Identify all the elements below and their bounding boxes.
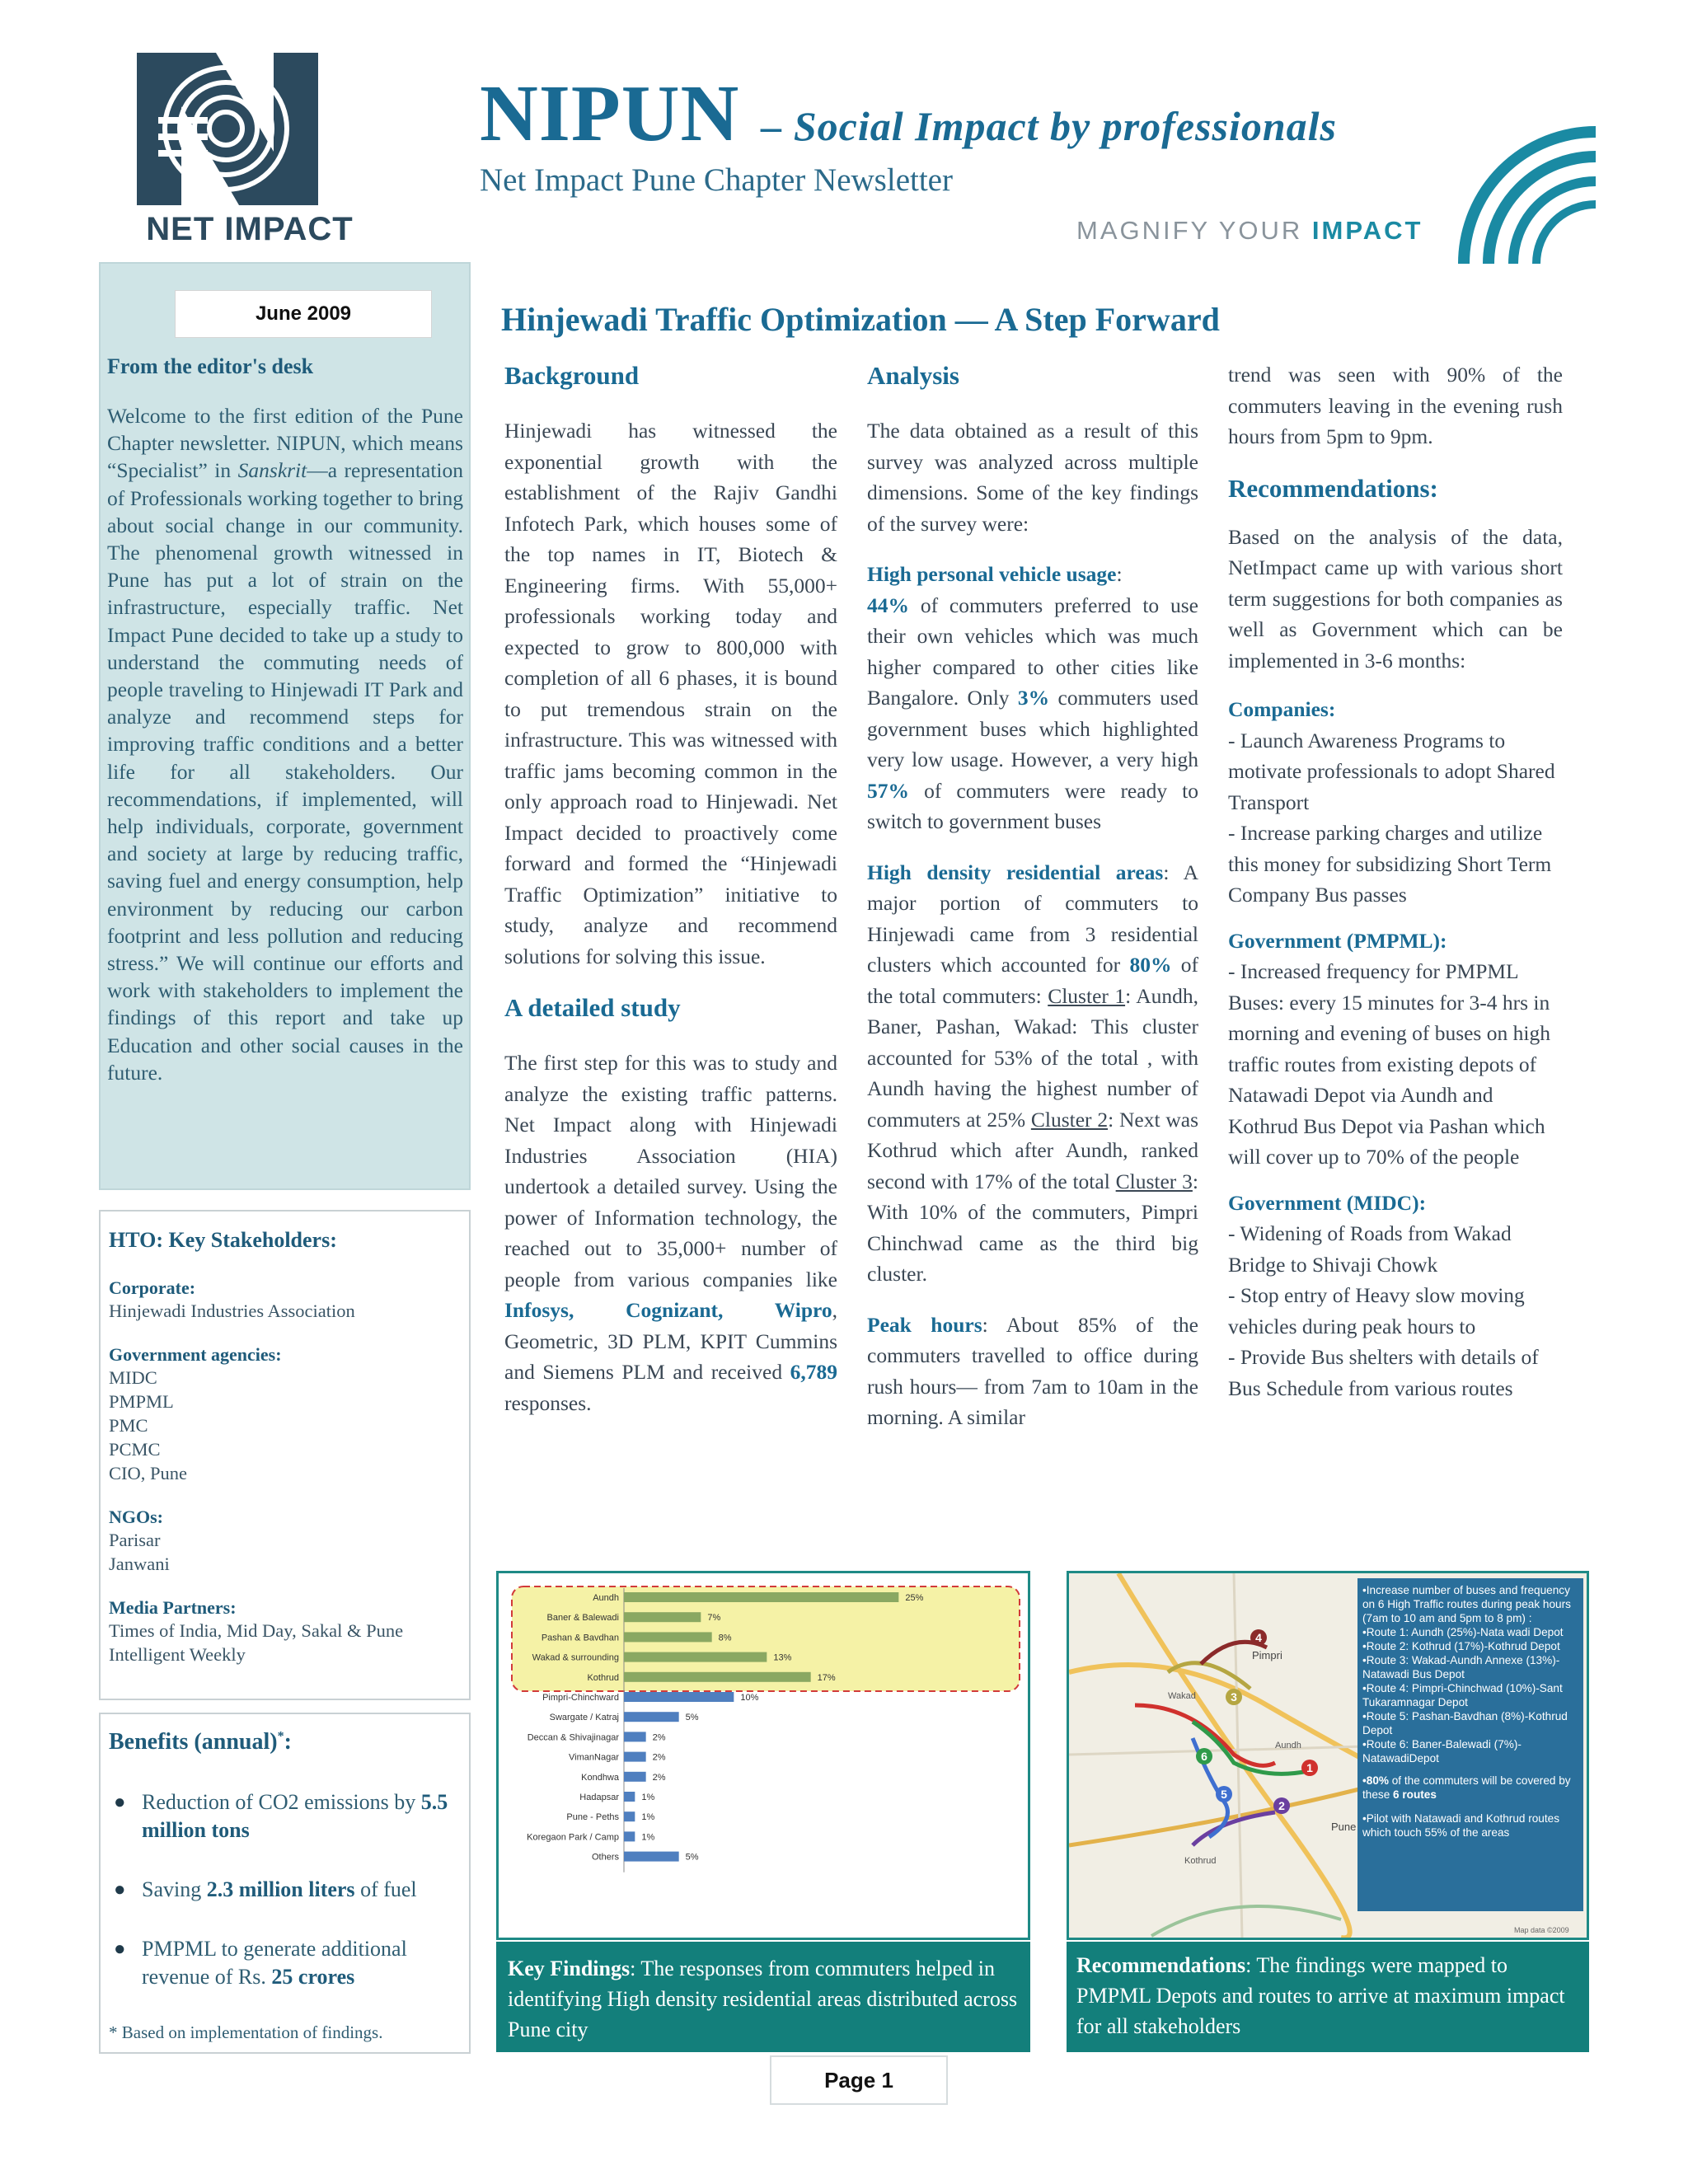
benefit-item xyxy=(109,1788,461,1844)
rec-item: - Widening of Roads from Wakad Bridge to Shivaji Chowk xyxy=(1228,1221,1512,1277)
editor-text xyxy=(107,402,463,1086)
stakeholder-item: MIDC xyxy=(109,1367,157,1388)
chart-category-label: Wakad & surrounding xyxy=(532,1652,619,1663)
benefit-value: 5.5 million tons xyxy=(142,1790,448,1842)
stakeholder-item: Janwani xyxy=(109,1554,170,1574)
editor-text-part1: Welcome to the first edition of the Pune Chapter newsletter. NIPUN, which means “Specialist” in xyxy=(107,404,463,483)
chart-value-label: 25% xyxy=(905,1593,924,1603)
stakeholder-heading: Government agencies: xyxy=(109,1344,282,1365)
chart-category-label: VimanNagar xyxy=(569,1752,619,1763)
stakeholder-item: PMC xyxy=(109,1415,148,1436)
key-findings-label: Key Findings xyxy=(508,1957,631,1980)
study-text-part1: The first step for this was to study and analyze the existing traffic patterns. Net Impact along with Hinjewadi Industries Association (HIA) undertook a detailed survey. Using the power of Information technology, the reached out to 35,000+ number of people from various companies like xyxy=(504,1051,837,1291)
newsletter-name: NIPUN xyxy=(480,69,740,158)
route-number: 3 xyxy=(1231,1690,1237,1704)
newsletter-subtitle: Net Impact Pune Chapter Newsletter xyxy=(480,162,953,198)
benefit-value: 25 crores xyxy=(271,1965,355,1989)
chart-category-label: Hadapsar xyxy=(579,1793,619,1802)
benefit-value: 2.3 million liters xyxy=(206,1877,355,1901)
key-findings-caption xyxy=(496,1942,1030,2052)
stakeholder-group-media xyxy=(109,1597,461,1666)
map-legend-cover-text: of the commuters will be covered by these xyxy=(1362,1774,1571,1801)
chart-category-label: Others xyxy=(591,1852,619,1863)
chart-bar xyxy=(624,1772,646,1782)
density-text xyxy=(867,857,1198,1290)
rec-group-pmpml xyxy=(1228,926,1563,1173)
route-number: 4 xyxy=(1255,1631,1262,1644)
recommendations-label: Recommendations xyxy=(1076,1953,1246,1977)
page-number: Page 1 xyxy=(770,2055,948,2105)
article-title: Hinjewadi Traffic Optimization — A Step Forward xyxy=(501,301,1220,338)
stakeholder-item: Hinjewadi Industries Association xyxy=(109,1301,355,1321)
logo-wordmark: NET IMPACT xyxy=(146,211,354,247)
map-legend-line: •Route 6: Baner-Balewadi (7%)-NatawadiDepot xyxy=(1362,1738,1522,1765)
benefit-text-post: of fuel xyxy=(354,1877,417,1901)
vehicle-text-1: of commuters preferred to use their own vehicles which was much higher compared to other cities like Bangalore. Only xyxy=(867,593,1198,710)
map-legend-line: •Route 5: Pashan-Bavdhan (8%)-Kothrud Depot xyxy=(1362,1710,1568,1736)
benefit-text: Reduction of CO2 emissions by xyxy=(142,1790,421,1814)
cluster-2-text: : Next was Kothrud which after Aundh, ranked second with 17% of the total xyxy=(867,1107,1198,1193)
vehicle-text-3: of commuters were ready to switch to government buses xyxy=(867,778,1198,833)
editor-heading: From the editor's desk xyxy=(107,354,314,378)
analysis-heading: Analysis xyxy=(867,361,959,390)
density-text-1: : A major portion of commuters to Hinjewadi came from 3 residential clusters which accounted for xyxy=(867,860,1198,977)
editor-text-italic: Sanskrit xyxy=(237,458,307,483)
newsletter-tagline: – Social Impact by professionals xyxy=(761,103,1338,149)
chart-value-label: 1% xyxy=(641,1793,655,1802)
benefits-footnote: * Based on implementation of findings. xyxy=(109,2022,383,2042)
map-legend-line: •Increase number of buses and frequency on 6 High Traffic routes during peak hours (7am to 10 am and 5pm to 8 pm) : xyxy=(1362,1584,1571,1624)
stakeholder-item: Parisar xyxy=(109,1530,161,1550)
chart-value-label: 10% xyxy=(740,1693,759,1703)
route-number: 5 xyxy=(1221,1788,1227,1801)
cluster-3-text: : With 10% of the commuters, Pimpri Chinchwad came as the third big cluster. xyxy=(867,1169,1198,1286)
stakeholder-group-ngos xyxy=(109,1507,461,1576)
density-heading: High density residential areas xyxy=(867,860,1164,884)
chart-category-label: Deccan & Shivajinagar xyxy=(527,1732,619,1743)
article-column-2 xyxy=(867,359,1198,1453)
rec-item: - Launch Awareness Programs to motivate professionals to adopt Shared Transport xyxy=(1228,728,1555,814)
background-text: Hinjewadi has witnessed the exponential growth with the establishment of the Rajiv Gandhi Infotech Park, which houses some of the top names in IT, Biotech & Engineering firms. With 55,000+ professionals working today and expected to grow to 800,000 with completion of all 6 phases, it is bound to put tremendous strain on the infrastructure. This was witnessed with traffic jams becoming common in the only approach road to Hinjewadi. Net Impact decided to proactively come forward and formed the “Hinjewadi Traffic Optimization” initiative to study, analyze and recommend solutions for solving this issue. xyxy=(504,419,837,968)
chart-value-label: 2% xyxy=(652,1732,666,1743)
rec-item: - Increased frequency for PMPML Buses: every 15 minutes for 3-4 hrs in morning and evening of buses on high traffic routes from existing depots of Natawadi Depot via Aundh and Kothrud Bus Depot via Pashan which will cover up to 70% of the people xyxy=(1228,959,1550,1169)
vehicle-usage-heading: High personal vehicle usage xyxy=(867,562,1117,586)
map-legend xyxy=(1357,1578,1583,1911)
density-pct: 80% xyxy=(1129,953,1172,977)
recommendations-heading: Recommendations: xyxy=(1228,473,1438,503)
rec-group-heading: Government (MIDC): xyxy=(1228,1190,1427,1215)
route-number: 1 xyxy=(1306,1761,1313,1774)
stakeholders-box xyxy=(99,1210,471,1700)
chart-value-label: 7% xyxy=(707,1613,721,1624)
newsletter-title xyxy=(480,68,1337,160)
route-map xyxy=(1067,1571,1589,1940)
stakeholder-item: PCMC xyxy=(109,1439,161,1460)
rec-item: - Provide Bus shelters with details of Bus Schedule from various routes xyxy=(1228,1345,1539,1400)
map-label-kothrud: Kothrud xyxy=(1184,1856,1217,1866)
key-findings-text: : The responses from commuters helped in identifying High density residential areas distributed across Pune city xyxy=(508,1957,1018,2041)
stakeholder-heading: Corporate: xyxy=(109,1277,196,1298)
bullet-icon: ● xyxy=(114,1879,126,1900)
study-text-part2: , Geometric, 3D PLM, KPIT Cummins and Siemens PLM and received xyxy=(504,1298,837,1384)
map-label-aundh: Aundh xyxy=(1275,1741,1301,1750)
map-label-pune: Pune xyxy=(1331,1821,1357,1833)
benefit-item xyxy=(109,1935,461,1991)
study-text-part3: responses. xyxy=(504,1390,592,1415)
chart-bar xyxy=(624,1831,635,1841)
vehicle-pct-44: 44% xyxy=(867,593,909,617)
chart-svg xyxy=(499,1573,1028,1938)
map-legend-line: •Route 4: Pimpri-Chinchwad (10%)-Sant Tukaramnagar Depot xyxy=(1362,1682,1563,1708)
map-label-wakad: Wakad xyxy=(1168,1691,1196,1701)
chart-value-label: 5% xyxy=(685,1852,699,1863)
stakeholder-group-corporate xyxy=(109,1277,461,1323)
route-number: 2 xyxy=(1278,1799,1285,1812)
study-text xyxy=(504,1047,837,1418)
chart-bar xyxy=(624,1792,635,1802)
map-label-pimpri: Pimpri xyxy=(1252,1649,1282,1661)
benefit-text: PMPML to generate additional revenue of Rs. xyxy=(142,1937,407,1989)
vehicle-pct-3: 3% xyxy=(1017,686,1050,710)
cluster-2-label: Cluster 2 xyxy=(1030,1107,1109,1132)
vehicle-text-2: commuters used government buses which highlighted very low usage. However, a very high xyxy=(867,686,1198,771)
recommendations-intro: Based on the analysis of the data, NetImpact came up with various short term suggestions for both companies as well as Government which can be implemented in 3-6 months: xyxy=(1228,524,1563,673)
map-legend-pilot: •Pilot with Natawadi and Kothrud routes which touch 55% of the areas xyxy=(1362,1812,1560,1839)
commuter-distribution-chart xyxy=(496,1571,1030,1940)
chart-value-label: 1% xyxy=(641,1832,655,1843)
vehicle-pct-57: 57% xyxy=(867,778,909,803)
chart-bar xyxy=(624,1732,646,1741)
chart-category-label: Kondhwa xyxy=(581,1772,619,1783)
slogan-bold: IMPACT xyxy=(1311,216,1423,245)
chart-bar xyxy=(624,1612,701,1622)
chart-value-label: 1% xyxy=(641,1812,655,1823)
chart-category-label: Kothrud xyxy=(587,1672,619,1683)
chart-bar xyxy=(624,1752,646,1762)
benefits-title-text: Benefits (annual) xyxy=(109,1729,278,1755)
map-legend-line: •Route 2: Kothrud (17%)-Kothrud Depot xyxy=(1362,1640,1560,1652)
map-legend-coverage xyxy=(1362,1774,1578,1802)
rec-group-companies xyxy=(1228,694,1563,911)
peak-hours-continued: trend was seen with 90% of the commuters leaving in the evening rush hours from 5pm to 9pm. xyxy=(1228,363,1563,448)
stakeholders-title: HTO: Key Stakeholders: xyxy=(109,1228,337,1252)
benefits-star: * xyxy=(277,1729,284,1744)
chart-bar xyxy=(624,1692,734,1702)
cluster-3-label: Cluster 3 xyxy=(1115,1169,1193,1193)
stakeholder-item: CIO, Pune xyxy=(109,1463,187,1483)
chart-bar xyxy=(624,1652,767,1662)
chart-value-label: 2% xyxy=(652,1752,666,1763)
article-column-3 xyxy=(1228,359,1563,1404)
chart-category-label: Baner & Balewadi xyxy=(546,1613,619,1624)
stakeholder-heading: NGOs: xyxy=(109,1507,163,1527)
bullet-icon: ● xyxy=(114,1938,126,1960)
chart-bar xyxy=(624,1672,811,1682)
rec-group-heading: Companies: xyxy=(1228,697,1336,721)
recommendations-caption xyxy=(1067,1942,1589,2052)
chart-bar xyxy=(624,1592,898,1602)
signal-arcs-decoration xyxy=(1431,49,1596,264)
chart-bar xyxy=(624,1852,679,1862)
cluster-1-label: Cluster 1 xyxy=(1048,983,1126,1008)
signal-arcs-icon xyxy=(1431,49,1596,264)
map-footer: Map data ©2009 xyxy=(1514,1926,1569,1934)
rec-item: - Stop entry of Heavy slow moving vehicles during peak hours to xyxy=(1228,1283,1525,1338)
editor-text-part2: —a representation of Professionals working together to bring about social change in our community. The phenomenal growth witnessed in Pune has put a lot of strain on the infrastructure, especially traffic. Net Impact Pune decided to take up a study to understand the commuting needs of people traveling to Hinjewadi IT Park and analyze and recommend steps for improving traffic conditions and a better life for all stakeholders. Our recommendations, if implemented, will help individuals, corporate, government and society at large by reducing traffic, saving fuel and energy consumption, help environment by reducing our carbon footprint and less pollution and reducing stress.” We will continue our efforts and work with stakeholders to implement the findings of this report and take up Education and other social causes in the future. xyxy=(107,458,463,1085)
chart-value-label: 8% xyxy=(718,1633,732,1643)
study-heading: A detailed study xyxy=(504,993,681,1022)
peak-hours-heading: Peak hours xyxy=(867,1312,982,1337)
chart-value-label: 17% xyxy=(817,1672,836,1683)
chart-category-label: Aundh xyxy=(593,1593,619,1603)
rec-item: - Increase parking charges and utilize this money for subsidizing Short Term Company Bus passes xyxy=(1228,821,1552,907)
peak-hours-text xyxy=(867,1310,1198,1433)
map-legend-line: •Route 1: Aundh (25%)-Nata wadi Depot xyxy=(1362,1626,1564,1638)
chart-bar xyxy=(624,1632,712,1642)
density-text-2: of the total commuters: xyxy=(867,953,1198,1008)
article-column-1 xyxy=(504,359,837,1438)
chart-bar xyxy=(624,1712,679,1722)
net-impact-logo xyxy=(134,53,366,255)
rec-group-midc xyxy=(1228,1188,1563,1404)
chart-category-label: Pimpri-Chinchward xyxy=(542,1693,619,1703)
benefits-box xyxy=(99,1713,471,2054)
map-legend-routes: 6 routes xyxy=(1393,1788,1437,1801)
peak-hours-body: : About 85% of the commuters travelled to office during rush hours— from 7am to 10am in the morning. A similar xyxy=(867,1312,1198,1429)
stakeholder-heading: Media Partners: xyxy=(109,1597,237,1618)
cluster-1-text: : Aundh, Baner, Pashan, Wakad: This cluster accounted for 53% of the total , with Aundh having the highest number of commuters at 25% xyxy=(867,983,1198,1132)
map-legend-line: •Route 3: Wakad-Aundh Annexe (13%)-Natawadi Bus Depot xyxy=(1362,1654,1560,1680)
stakeholder-item: Times of India, Mid Day, Sakal & Pune Intelligent Weekly xyxy=(109,1620,404,1665)
issue-date: June 2009 xyxy=(175,290,432,338)
slogan xyxy=(1076,216,1423,246)
chart-value-label: 13% xyxy=(773,1652,792,1663)
benefits-colon: : xyxy=(284,1729,292,1755)
slogan-light: MAGNIFY YOUR xyxy=(1076,216,1303,245)
chart-bar xyxy=(624,1811,635,1821)
benefits-title xyxy=(109,1729,461,1755)
chart-category-label: Pashan & Bavdhan xyxy=(541,1633,619,1643)
chart-category-label: Pune - Peths xyxy=(566,1812,619,1823)
chart-value-label: 5% xyxy=(685,1713,699,1723)
stakeholder-group-government xyxy=(109,1344,461,1485)
chart-category-label: Swargate / Katraj xyxy=(549,1713,619,1723)
benefit-item xyxy=(109,1876,461,1904)
chart-value-label: 2% xyxy=(652,1772,666,1783)
recommendations-text: : The findings were mapped to PMPML Depots and routes to arrive at maximum impact for all stakeholders xyxy=(1076,1953,1565,2038)
background-heading: Background xyxy=(504,361,640,390)
study-responses: 6,789 xyxy=(790,1360,837,1384)
rec-group-heading: Government (PMPML): xyxy=(1228,928,1447,953)
stakeholder-item: PMPML xyxy=(109,1391,174,1412)
chart-category-label: Koregaon Park / Camp xyxy=(527,1832,619,1843)
study-companies: Infosys, Cognizant, Wipro xyxy=(504,1298,832,1322)
vehicle-usage-text: High personal vehicle usage: 44% of commuters preferred to use their own vehicles which was much higher compared to other cities like Bangalore. Only 3% commuters used government buses which highlighted very low usage. However, a very high 57% of commuters were ready to switch to government buses xyxy=(867,562,1198,833)
bullet-icon: ● xyxy=(114,1792,126,1813)
route-number: 6 xyxy=(1201,1750,1207,1763)
analysis-intro: The data obtained as a result of this survey was analyzed across multiple dimensions. Some of the key findings of the survey were: xyxy=(867,419,1198,536)
benefit-text: Saving xyxy=(142,1877,207,1901)
map-legend-pct: •80% xyxy=(1362,1774,1389,1787)
